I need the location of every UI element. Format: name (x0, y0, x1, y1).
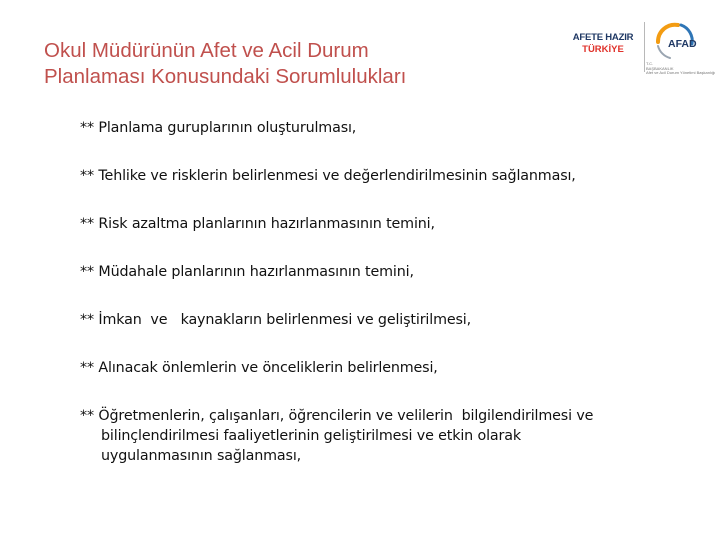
afad-wordmark: AFAD (668, 38, 697, 50)
list-item-line-2: bilinçlendirilmesi faaliyetlerinin geliştirilmesi ve etkin olarak (101, 428, 521, 444)
list-item: ** Tehlike ve risklerin belirlenmesi ve değerlendirilmesinin sağlanması, (80, 168, 576, 184)
logo-divider (644, 22, 645, 72)
slide-title (44, 38, 544, 90)
responsibility-list (80, 118, 700, 466)
afad-subtitle-line-3: Afet ve Acil Durum Yönetimi Başkanlığı (646, 70, 716, 75)
list-item: ** Müdahale planlarının hazırlanmasının temini, (80, 264, 414, 280)
list-item (80, 406, 700, 466)
slide-title-line-2: Planlaması Konusundaki Sorumlulukları (44, 65, 407, 88)
list-item: ** Planlama guruplarının oluşturulması, (80, 120, 357, 136)
logo-area (560, 18, 716, 88)
list-item: ** Risk azaltma planlarının hazırlanmasının temini, (80, 216, 435, 232)
afad-subtitle (646, 61, 716, 76)
slide-title-line-1: Okul Müdürünün Afet ve Acil Durum (44, 39, 369, 62)
afad-subtitle-line-2: BAŞBAKANLIK (646, 65, 674, 71)
turkiye-text: TÜRKİYE (582, 44, 624, 55)
afete-hazir-text: AFETE HAZIR (572, 32, 634, 43)
list-item-line-1: ** Öğretmenlerin, çalışanları, öğrencilerin ve velilerin bilgilendirilmesi ve (80, 408, 594, 424)
list-item: ** Alınacak önlemlerin ve önceliklerin belirlenmesi, (80, 360, 438, 376)
list-item: ** İmkan ve kaynakların belirlenmesi ve geliştirilmesi, (80, 312, 472, 328)
afad-subtitle-line-1: T.C. (646, 61, 654, 66)
afete-hazir-turkiye-logo (566, 32, 640, 56)
list-item-line-3: uygulanmasının sağlanması, (101, 448, 302, 464)
